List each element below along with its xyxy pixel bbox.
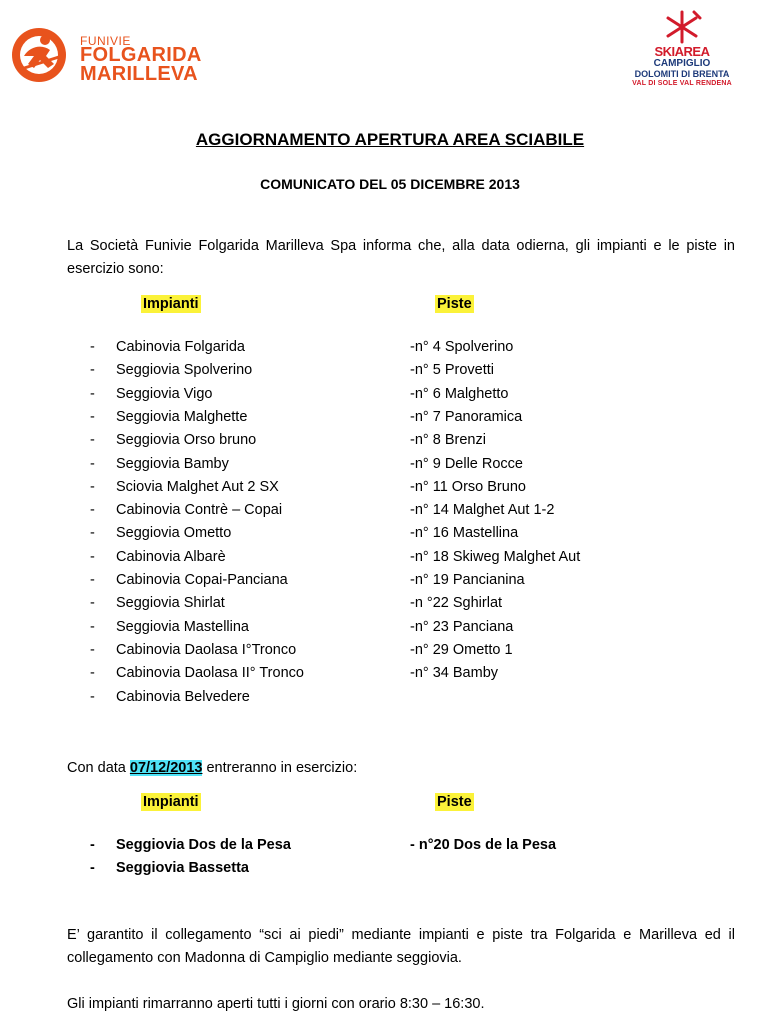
list-dash: - [90, 572, 95, 588]
impianto-name: Cabinovia Folgarida [116, 339, 245, 355]
piste-header: Piste [437, 296, 472, 312]
pista-name: -n° 6 Malghetto [410, 385, 509, 402]
orario-paragraph: Gli impianti rimarranno aperti tutti i giorni con orario 8:30 – 16:30. [67, 996, 485, 1012]
list-row [0, 429, 780, 452]
list-row [0, 569, 780, 592]
pista-name: -n° 23 Panciana [410, 618, 514, 635]
list-row [0, 662, 780, 685]
logo-campiglio-text: CAMPIGLIO [653, 58, 711, 69]
list-dash: - [90, 595, 95, 612]
list-dash: - [90, 618, 95, 635]
skiarea-campiglio-logo [612, 8, 752, 92]
pista-name: -n° 29 Ometto 1 [410, 641, 513, 658]
pista-name: -n° 4 Spolverino [410, 339, 514, 355]
logo-dolomiti-text: DOLOMITI DI BRENTA [634, 69, 730, 79]
document-title: AGGIORNAMENTO APERTURA AREA SCIABILE [195, 130, 585, 149]
list-row [0, 834, 780, 857]
opening-date: 07/12/2013 [129, 760, 203, 776]
list-dash: - [90, 408, 95, 425]
list-row [0, 639, 780, 662]
list-dash: - [90, 385, 95, 402]
list-dash: - [90, 837, 95, 853]
pista-name: -n° 5 Provetti [410, 362, 494, 379]
pista-name: -n° 19 Pancianina [410, 572, 525, 588]
impianti-header: Impianti [143, 296, 199, 312]
logo-funivie-text: FUNIVIE [80, 34, 131, 48]
list-dash: - [90, 455, 95, 472]
impianto-name: Seggiovia Malghette [116, 408, 248, 425]
impianto-name: Cabinovia Contrè – Copai [116, 502, 283, 519]
pista-name: -n° 18 Skiweg Malghet Aut [410, 548, 581, 565]
list-dash: - [90, 548, 95, 565]
impianto-name: Sciovia Malghet Aut 2 SX [116, 478, 279, 495]
list-dash: - [90, 665, 95, 682]
impianti-header-2: Impianti [143, 794, 199, 810]
logo-marilleva-text: MARILLEVA [80, 63, 198, 85]
list-row [0, 406, 780, 429]
pista-name: -n° 9 Delle Rocce [410, 455, 523, 472]
logo-valley-text: VAL DI SOLE VAL RENDENA [632, 80, 732, 87]
list-dash: - [90, 432, 95, 449]
impianto-name: Seggiovia Ometto [116, 525, 232, 542]
pista-name: - n°20 Dos de la Pesa [410, 837, 557, 853]
impianto-name: Cabinovia Belvedere [116, 688, 250, 705]
intro-paragraph: La Società Funivie Folgarida Marilleva Spa informa che, alla data odierna, gli impianti e le piste in esercizio sono: [67, 238, 735, 277]
new-opening-date-line: Con data 07/12/2013 entreranno in esercizio: [67, 760, 358, 776]
pista-name: -n° 7 Panoramica [410, 408, 523, 425]
impianto-name: Cabinovia Albarè [116, 548, 226, 565]
impianto-name: Seggiovia Mastellina [116, 618, 249, 635]
piste-header-2: Piste [437, 794, 472, 810]
list-row [0, 522, 780, 545]
list-row [0, 592, 780, 615]
list-dash: - [90, 362, 95, 379]
impianto-name: Seggiovia Bamby [116, 455, 229, 472]
list-row [0, 857, 780, 880]
impianto-name: Cabinovia Copai-Panciana [116, 572, 288, 588]
impianto-name: Cabinovia Daolasa I°Tronco [116, 641, 297, 658]
list-row [0, 686, 780, 709]
list-row [0, 453, 780, 476]
list-dash: - [90, 339, 95, 355]
list-dash: - [90, 860, 95, 877]
list-row [0, 383, 780, 406]
list-row [0, 616, 780, 639]
impianto-name: Seggiovia Vigo [116, 385, 213, 402]
pista-name: -n° 11 Orso Bruno [410, 478, 526, 495]
snowflake-icon [662, 10, 702, 44]
pista-name: -n° 16 Mastellina [410, 525, 519, 542]
list-row [0, 336, 780, 359]
list-dash: - [90, 525, 95, 542]
pista-name: -n° 8 Brenzi [410, 432, 486, 449]
document-subtitle: COMUNICATO DEL 05 DICEMBRE 2013 [260, 176, 520, 192]
logo-skiarea-text: SKIAREA [654, 44, 710, 59]
impianto-name: Seggiovia Spolverino [116, 362, 253, 379]
list-dash: - [90, 478, 95, 495]
collegamento-paragraph: E’ garantito il collegamento “sci ai piedi” mediante impianti e piste tra Folgarida e Marilleva ed il collegamento con Madonna di Campiglio mediante seggiovia. [67, 927, 735, 966]
list-dash: - [90, 502, 95, 519]
impianto-name: Seggiovia Orso bruno [116, 432, 257, 449]
list-dash: - [90, 688, 95, 705]
list-row [0, 546, 780, 569]
list-row [0, 359, 780, 382]
impianto-name: Cabinovia Daolasa II° Tronco [116, 665, 304, 682]
list-row [0, 499, 780, 522]
list-dash: - [90, 641, 95, 658]
pista-name: -n° 14 Malghet Aut 1-2 [410, 502, 555, 519]
list-row [0, 476, 780, 499]
impianto-name: Seggiovia Bassetta [116, 860, 249, 877]
pista-name: -n° 34 Bamby [410, 665, 499, 682]
folgarida-marilleva-logo [10, 26, 230, 84]
impianto-name: Seggiovia Shirlat [116, 595, 225, 612]
impianto-name: Seggiovia Dos de la Pesa [116, 837, 291, 853]
logo-folgarida-text: FOLGARIDA [80, 44, 202, 66]
pista-name: -n °22 Sghirlat [410, 595, 503, 612]
skier-emblem-icon [10, 26, 70, 84]
